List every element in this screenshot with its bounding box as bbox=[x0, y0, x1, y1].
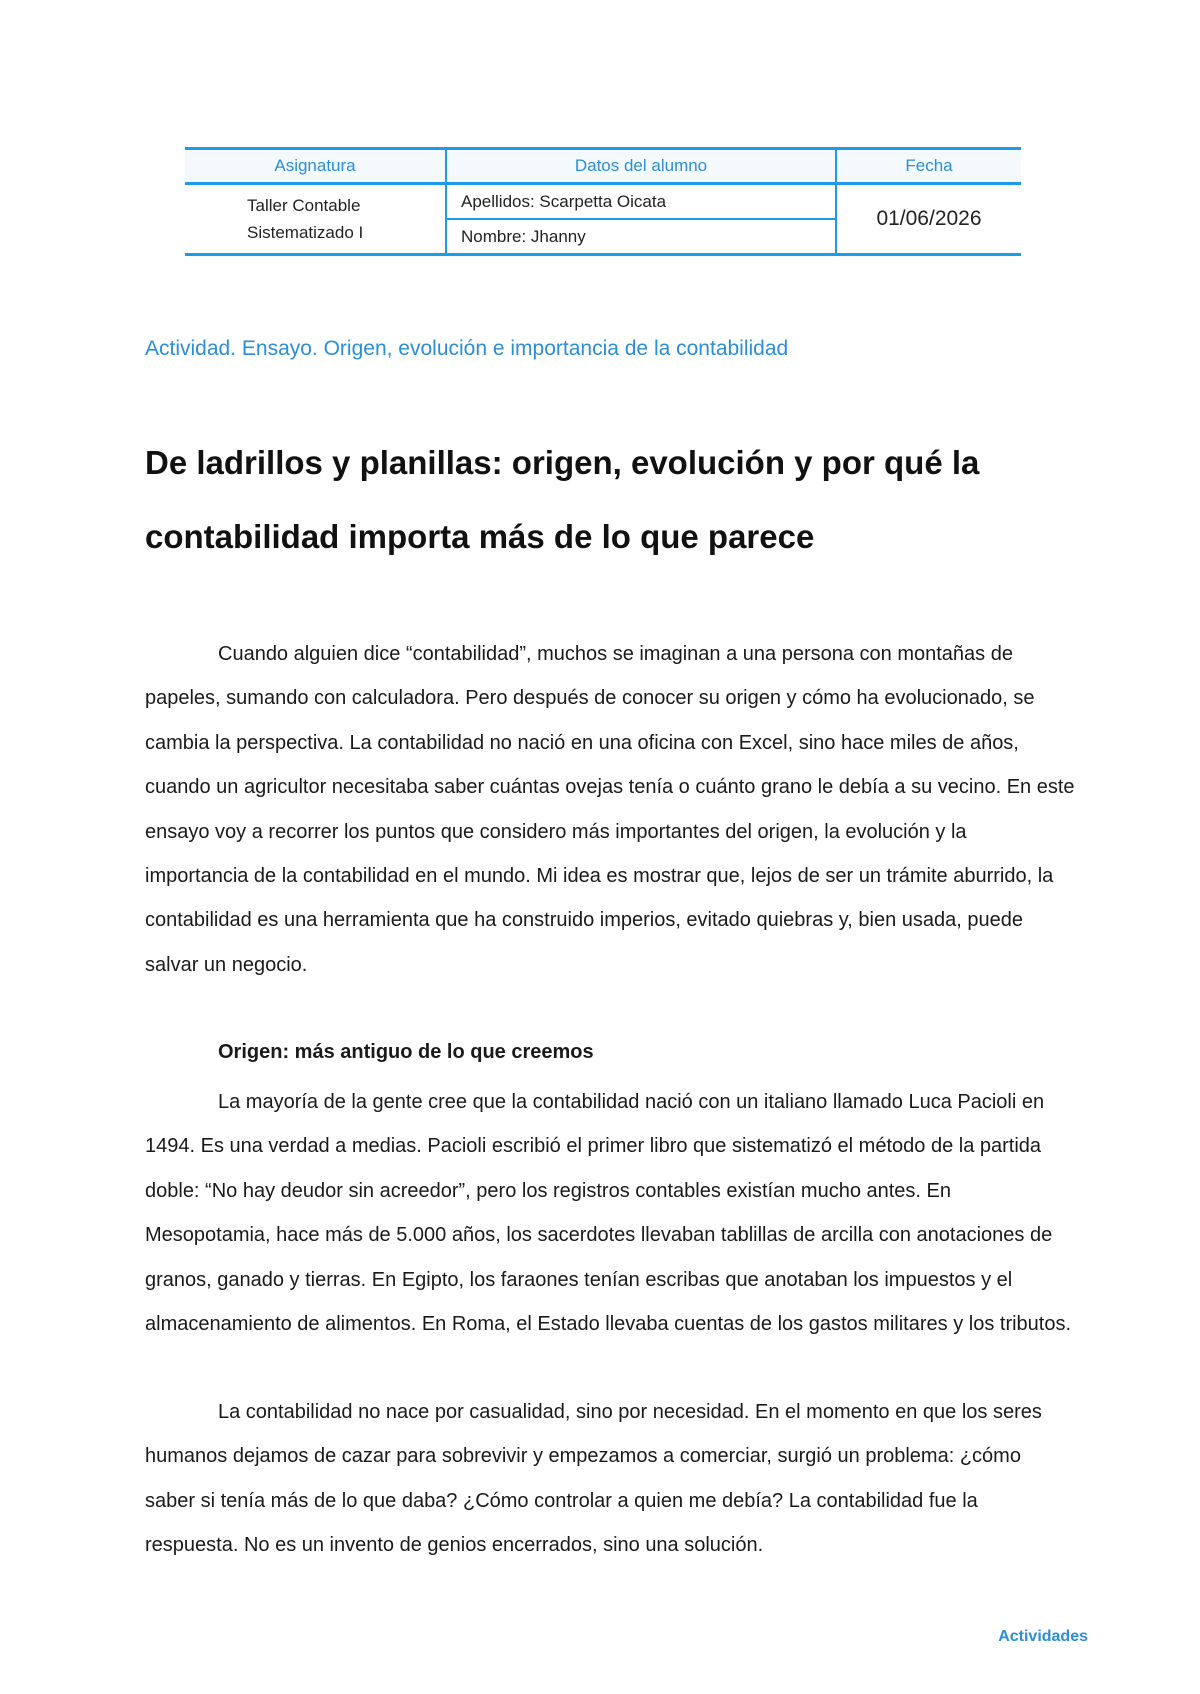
fecha-value: 01/06/2026 bbox=[836, 184, 1021, 255]
nombre-value: Nombre: Jhanny bbox=[446, 219, 836, 255]
footer-label: Actividades bbox=[998, 1628, 1088, 1645]
asignatura-line-1: Taller Contable bbox=[247, 196, 361, 215]
activity-title: Actividad. Ensayo. Origen, evolución e importancia de la contabilidad bbox=[145, 337, 789, 360]
origin-paragraph-1: La mayoría de la gente cree que la contabilidad nació con un italiano llamado Luca Pacioli en 1494. Es una verdad a medias. Pacioli escribió el primer libro que sistematizó el método de la partida doble: “No hay deudor sin acreedor”, pero los registros contables existían mucho antes. En Mesopotamia, hace más de 5.000 años, los sacerdotes llevaban tablillas de arcilla con anotaciones de granos, ganado y tierras. En Egipto, los faraones tenían escribas que anotaban los impuestos y el almacenamiento de alimentos. En Roma, el Estado llevaba cuentas de los gastos militares y los tributos. bbox=[145, 1091, 1072, 1336]
asignatura-value bbox=[185, 184, 446, 255]
essay-title: De ladrillos y planillas: origen, evolución y por qué la contabilidad importa más de lo que parece bbox=[145, 444, 980, 555]
apellidos-value: Apellidos: Scarpetta Oicata bbox=[446, 184, 836, 220]
intro-paragraph: Cuando alguien dice “contabilidad”, muchos se imaginan a una persona con montañas de papeles, sumando con calculadora. Pero después de conocer su origen y cómo ha evolucionado, se cambia la perspectiva. La contabilidad no nació en una oficina con Excel, sino hace miles de años, cuando un agricultor necesitaba saber cuántas ovejas tenía o cuánto grano le debía a su vecino. En este ensayo voy a recorrer los puntos que considero más importantes del origen, la evolución y la importancia de la contabilidad en el mundo. Mi idea es mostrar que, lejos de ser un trámite aburrido, la contabilidad es una herramienta que ha construido imperios, evitado quiebras y, bien usada, puede salvar un negocio. bbox=[145, 643, 1075, 976]
student-info-table bbox=[185, 147, 1021, 256]
header-fecha: Fecha bbox=[836, 149, 1021, 184]
header-asignatura: Asignatura bbox=[185, 149, 446, 184]
origin-paragraph-2: La contabilidad no nace por casualidad, sino por necesidad. En el momento en que los seres humanos dejamos de cazar para sobrevivir y empezamos a comerciar, surgió un problema: ¿cómo saber si tenía más de lo que daba? ¿Cómo controlar a quien me debía? La contabilidad fue la respuesta. No es un invento de genios encerrados, sino una solución. bbox=[145, 1401, 1042, 1557]
asignatura-line-2: Sistematizado I bbox=[247, 223, 364, 242]
origin-heading: Origen: más antiguo de lo que creemos bbox=[218, 1041, 594, 1063]
header-datos-alumno: Datos del alumno bbox=[446, 149, 836, 184]
